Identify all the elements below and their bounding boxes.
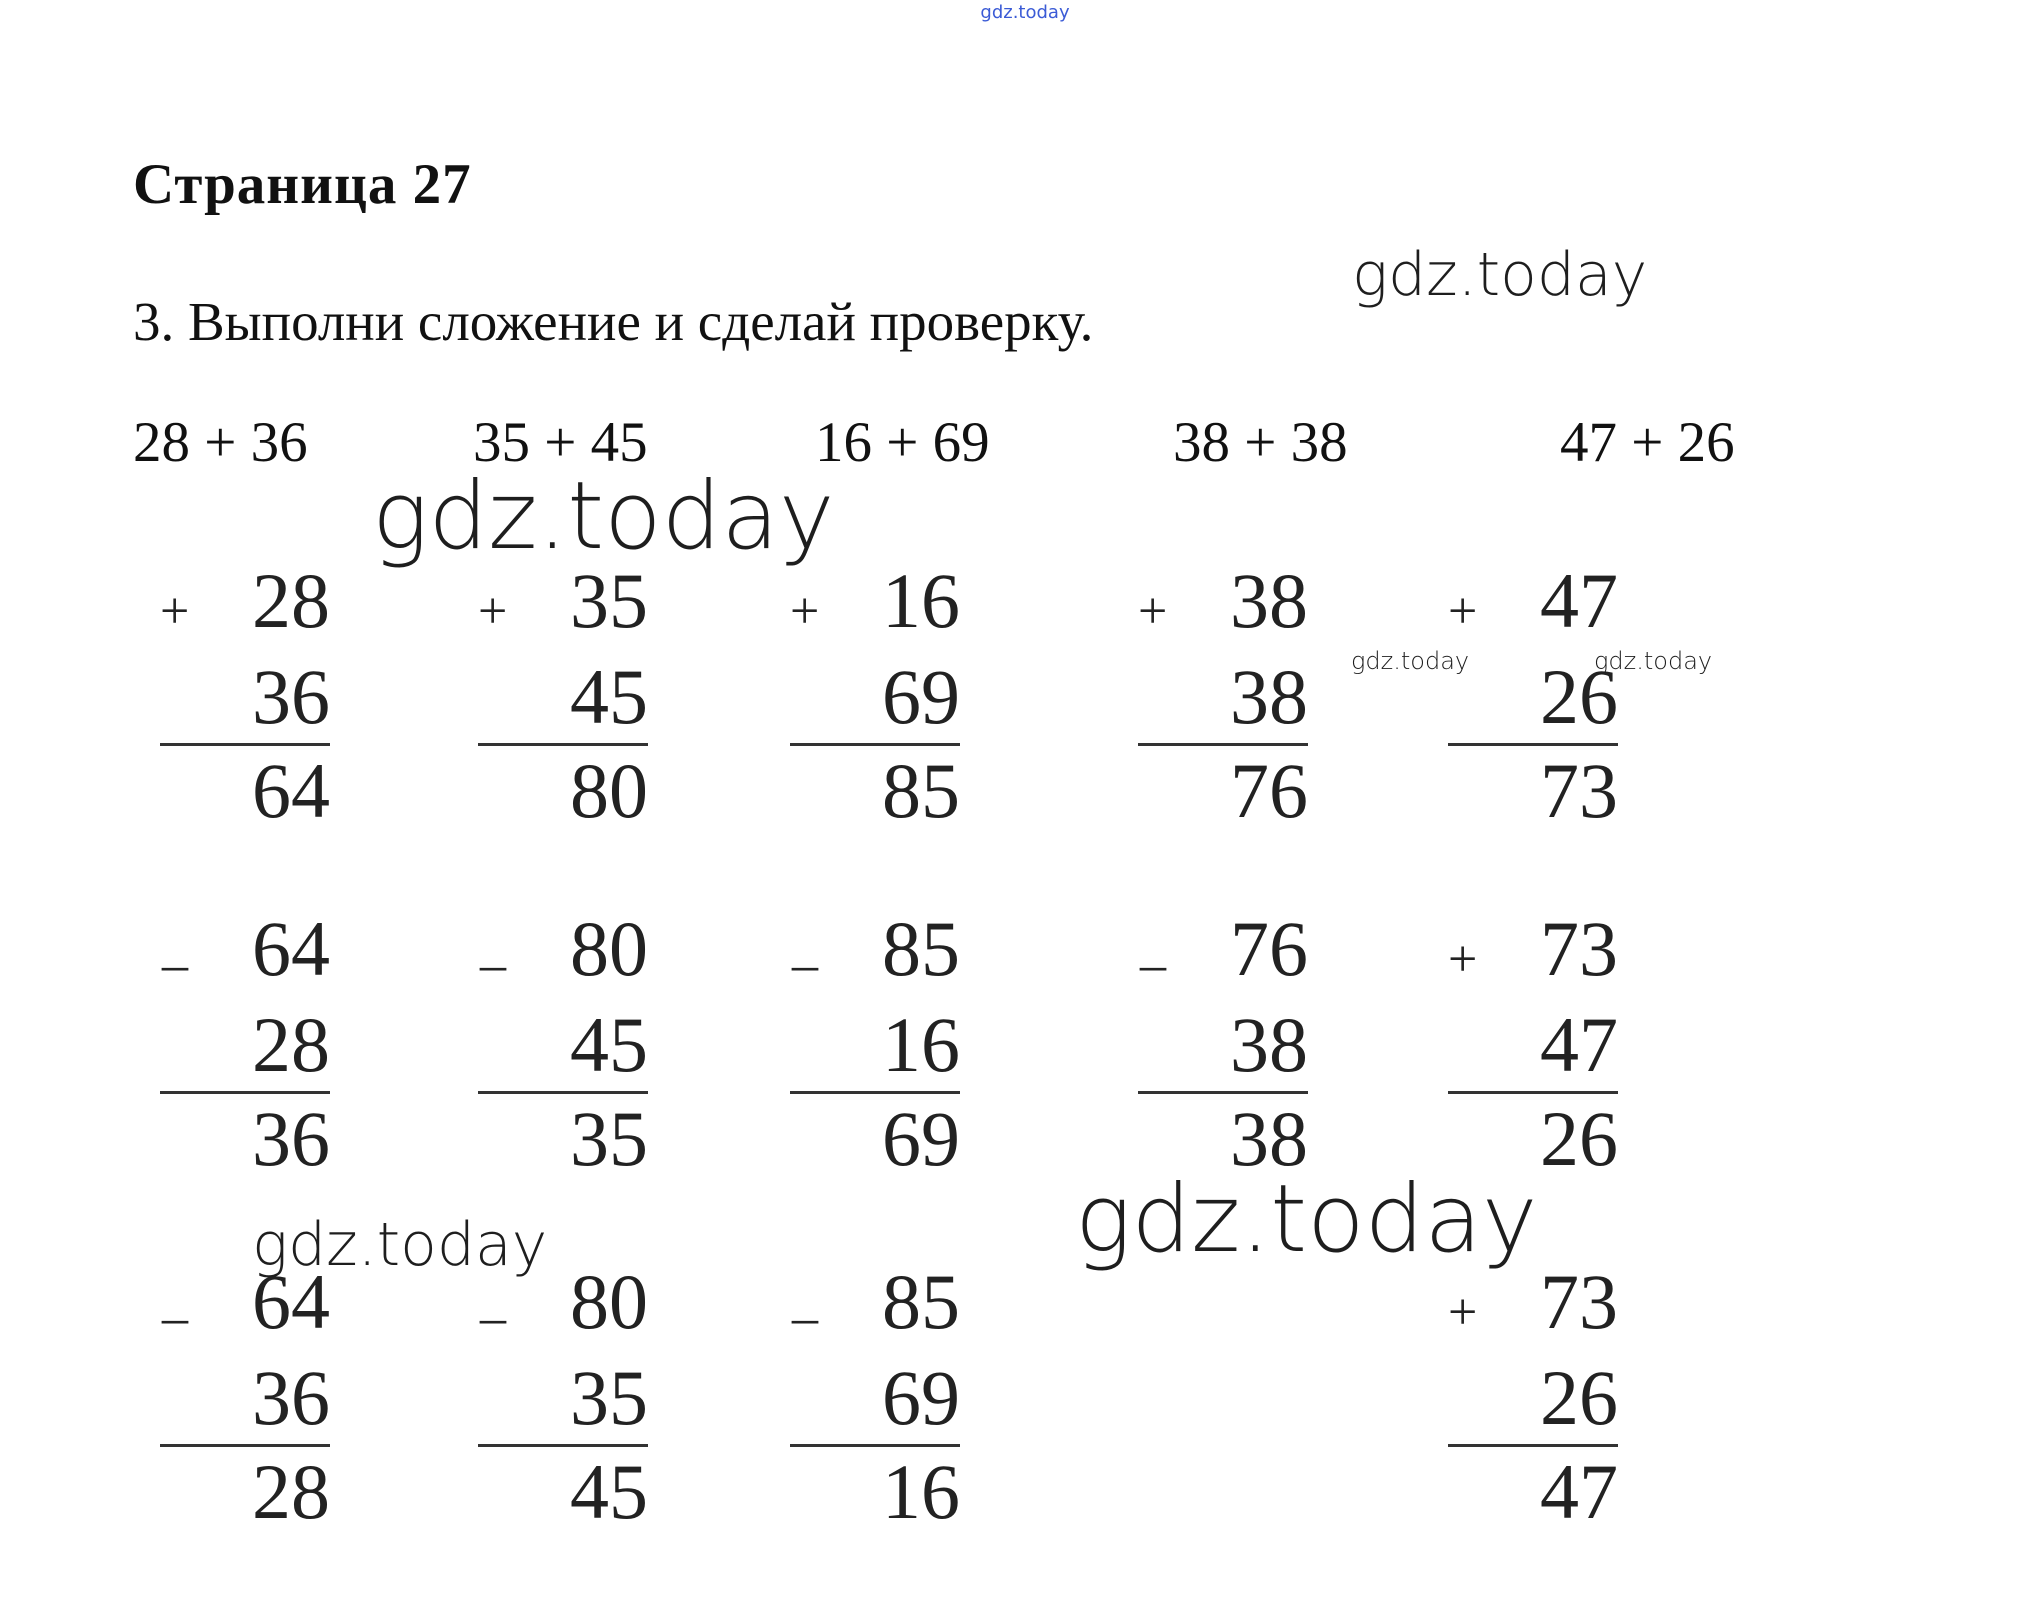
operand-bottom: 38 (1230, 653, 1308, 740)
operator-sign: _ (1140, 919, 1166, 976)
result: 47 (1540, 1448, 1618, 1535)
column-r3-c3 (790, 1258, 960, 1535)
result: 85 (882, 747, 960, 834)
operand-bottom: 45 (570, 1001, 648, 1088)
column-r3-c2 (478, 1258, 648, 1535)
watermark-top: gdz.today (980, 2, 1070, 23)
result-line (1448, 1444, 1618, 1447)
result-line (160, 1444, 330, 1447)
operand-bottom: 36 (252, 1354, 330, 1441)
operand-bottom: 28 (252, 1001, 330, 1088)
column-r2-c5 (1448, 905, 1618, 1182)
column-r2-c3 (790, 905, 960, 1182)
operand-top: 47 (1540, 557, 1618, 644)
column-r1-c3 (790, 557, 960, 834)
watermark: gdz.today (1594, 647, 1713, 675)
operator-sign: + (478, 583, 508, 640)
operand-bottom: 26 (1540, 1354, 1618, 1441)
operand-top: 28 (252, 557, 330, 644)
result: 76 (1230, 747, 1308, 834)
result: 36 (252, 1095, 330, 1182)
result-line (478, 743, 648, 746)
operand-bottom: 47 (1540, 1001, 1618, 1088)
result: 73 (1540, 747, 1618, 834)
result: 28 (252, 1448, 330, 1535)
operand-top: 64 (252, 905, 330, 992)
operand-top: 85 (882, 905, 960, 992)
result-line (790, 1091, 960, 1094)
watermark: gdz.today (1075, 1165, 1538, 1274)
operator-sign: + (1138, 583, 1168, 640)
expression-1: 28 + 36 (133, 411, 308, 474)
operand-top: 80 (570, 905, 648, 992)
operator-sign: _ (162, 1272, 188, 1329)
result-line (478, 1091, 648, 1094)
result: 16 (882, 1448, 960, 1535)
operator-sign: + (790, 583, 820, 640)
operand-top: 35 (570, 557, 648, 644)
result-line (1448, 743, 1618, 746)
expression-4: 38 + 38 (1173, 411, 1348, 474)
result-line (478, 1444, 648, 1447)
operand-bottom: 16 (882, 1001, 960, 1088)
result: 69 (882, 1095, 960, 1182)
result-line (790, 743, 960, 746)
column-r2-c1 (160, 905, 330, 1182)
operand-bottom: 38 (1230, 1001, 1308, 1088)
result-line (160, 1091, 330, 1094)
column-r3-c5 (1448, 1258, 1618, 1535)
task-text: 3. Выполни сложение и сделай проверку. (133, 291, 1094, 352)
column-r2-c4 (1138, 905, 1308, 1182)
operator-sign: _ (162, 919, 188, 976)
watermark: gdz.today (252, 1210, 548, 1280)
result: 35 (570, 1095, 648, 1182)
result-line (1138, 743, 1308, 746)
result-line (1138, 1091, 1308, 1094)
operator-sign: _ (792, 919, 818, 976)
page-title: Страница 27 (133, 153, 472, 216)
expression-5: 47 + 26 (1560, 411, 1735, 474)
operator-sign: _ (480, 1272, 506, 1329)
result-line (790, 1444, 960, 1447)
result: 38 (1230, 1095, 1308, 1182)
result: 80 (570, 747, 648, 834)
watermark: gdz.today (1351, 647, 1470, 675)
column-r2-c2 (478, 905, 648, 1182)
result: 64 (252, 747, 330, 834)
operand-top: 76 (1230, 905, 1308, 992)
column-r1-c5 (1448, 557, 1618, 834)
result-line (160, 743, 330, 746)
operand-bottom: 69 (882, 1354, 960, 1441)
operand-bottom: 36 (252, 653, 330, 740)
result: 26 (1540, 1095, 1618, 1182)
operand-bottom: 45 (570, 653, 648, 740)
operator-sign: + (1448, 1284, 1478, 1341)
column-r3-c1 (160, 1258, 330, 1535)
operand-top: 38 (1230, 557, 1308, 644)
operator-sign: + (160, 583, 190, 640)
operand-top: 80 (570, 1258, 648, 1345)
operator-sign: _ (792, 1272, 818, 1329)
column-r1-c2 (478, 557, 648, 834)
watermark: gdz.today (1352, 240, 1648, 310)
column-r1-c4 (1138, 557, 1308, 834)
operand-bottom: 35 (570, 1354, 648, 1441)
operand-top: 85 (882, 1258, 960, 1345)
column-r1-c1 (160, 557, 330, 834)
operand-bottom: 69 (882, 653, 960, 740)
expression-2: 35 + 45 (473, 411, 648, 474)
operand-top: 73 (1540, 1258, 1618, 1345)
watermark: gdz.today (372, 462, 835, 571)
result: 45 (570, 1448, 648, 1535)
operand-top: 64 (252, 1258, 330, 1345)
operator-sign: + (1448, 931, 1478, 988)
expression-3: 16 + 69 (815, 411, 990, 474)
operator-sign: _ (480, 919, 506, 976)
operand-top: 16 (882, 557, 960, 644)
result-line (1448, 1091, 1618, 1094)
operand-top: 73 (1540, 905, 1618, 992)
operator-sign: + (1448, 583, 1478, 640)
operand-bottom: 26 (1540, 653, 1618, 740)
